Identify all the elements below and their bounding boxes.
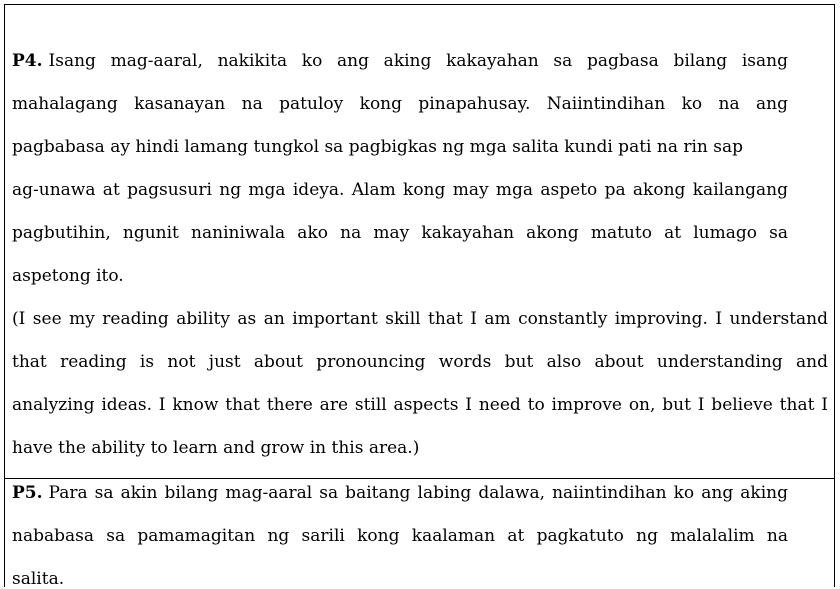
p4-line-10: have the ability to learn and grow in this area.) [12,438,420,458]
p4-line-6: aspetong ito. [12,266,124,286]
response-cell-p4 [5,5,834,479]
p4-line-9: analyzing ideas. I know that there are still aspects I need to improve on, but I believe that I [12,395,828,415]
p5-label: P5. [12,483,43,503]
p5-line-2: nababasa sa pamamagitan ng sarili kong kaalaman at pagkatuto ng malalalim na [12,526,788,546]
p4-line-7: (I see my reading ability as an important skill that I am constantly improving. I understand [12,309,828,329]
p4-line-3: pagbabasa ay hindi lamang tungkol sa pagbigkas ng mga salita kundi pati na rin sap [12,137,744,157]
response-table [4,4,835,587]
p4-line-1 [12,51,788,71]
p4-line-5: pagbutihin, ngunit naniniwala ako na may kakayahan akong matuto at lumago sa [12,223,788,243]
response-cell-p5 [5,479,834,587]
p4-line-4: ag-unawa at pagsusuri ng mga ideya. Alam kong may mga aspeto pa akong kailangang [12,180,788,200]
p4-line-2: mahalagang kasanayan na patuloy kong pinapahusay. Naiintindihan ko na ang [12,94,788,114]
p4-line-8: that reading is not just about pronouncing words but also about understanding and [12,352,828,372]
p5-line-3: salita. [12,569,65,589]
p5-line-1 [12,483,788,503]
p5-text-1: Para sa akin bilang mag-aaral sa baitang labing dalawa, naiintindihan ko ang aking [48,483,788,503]
p4-text-1: Isang mag-aaral, nakikita ko ang aking kakayahan sa pagbasa bilang isang [48,51,788,71]
p4-label: P4. [12,51,43,71]
